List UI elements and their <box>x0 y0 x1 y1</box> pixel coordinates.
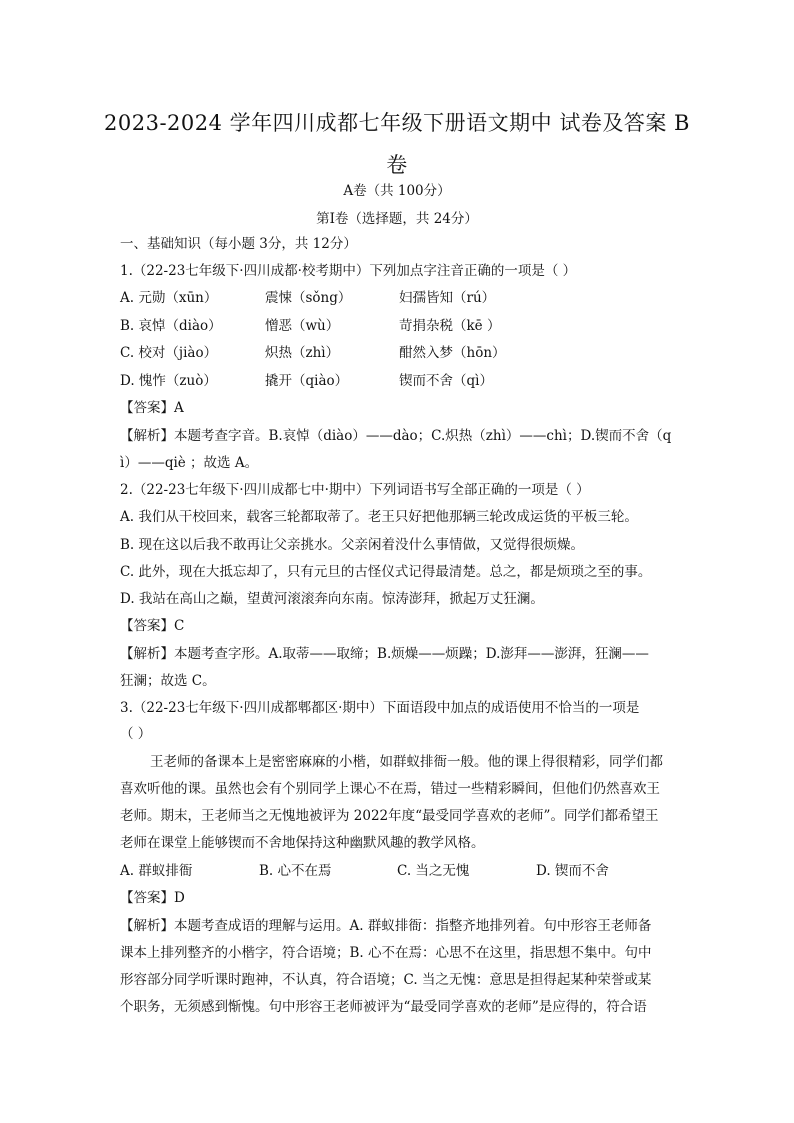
q1-option-a-word2: 震悚（sǒng） <box>265 290 352 306</box>
q3-answer: 【答案】D <box>120 890 185 906</box>
q3-analysis-line: 课本上排列整齐的小楷字，符合语境；B. 心不在焉：心思不在这里，指思想不集中。句中 <box>120 945 652 961</box>
q3-stem-continued: （ ） <box>120 726 152 742</box>
q3-passage-line: 老师。期末，王老师当之无愧地被评为 2022年度“最受同学喜欢的老师”。同学们都希望王 <box>120 808 659 824</box>
q2-stem: 2.（22-23七年级下·四川成都七中·期中）下列词语书写全部正确的一项是（ ） <box>120 482 590 498</box>
q3-passage-line: 喜欢听他的课。虽然也会有个别同学上课心不在焉，错过一些精彩瞬间，但他们仍然喜欢王 <box>120 781 660 797</box>
q3-passage-line: 老师在课堂上能够锲而不舍地保持这种幽默风趣的教学风格。 <box>120 835 485 851</box>
q3-option-a: A. 群蚁排衙 <box>120 863 193 879</box>
document-title: 2023-2024 学年四川成都七年级下册语文期中 试卷及答案 B <box>104 111 690 135</box>
q1-option-a-word3: 妇孺皆知（rú） <box>399 290 496 306</box>
q1-option-b-word3: 苛捐杂税（kē ） <box>399 318 501 334</box>
q3-analysis-line: 【解析】本题考查成语的理解与运用。A. 群蚁排衙：指整齐地排列着。句中形容王老师备 <box>120 918 652 934</box>
q1-option-c-word3: 酣然入梦（hōn） <box>399 345 506 361</box>
q3-option-d: D. 锲而不舍 <box>536 863 609 879</box>
q3-analysis-line: 形容部分同学听课时跑神，不认真，符合语境；C. 当之无愧：意思是担得起某种荣誉或某 <box>120 972 652 988</box>
q2-analysis: 【解析】本题考查字形。A.取蒂——取缔；B.烦燥——烦躁；D.澎拜——澎湃，狂澜—— <box>120 646 649 662</box>
q2-option-b: B. 现在这以后我不敢再让父亲挑水。父亲闲着没什么事情做，又觉得很烦燥。 <box>120 537 585 553</box>
section-a-heading: A卷（共 100分） <box>343 183 451 199</box>
q1-option-c-word2: 炽热（zhì） <box>265 345 340 361</box>
q1-analysis-continued: ì）——qiè ；故选 A。 <box>120 455 259 471</box>
q3-stem: 3.（22-23七年级下·四川成都郫都区·期中）下面语段中加点的成语使用不恰当的一项是 <box>120 700 640 716</box>
document-title-continued: 卷 <box>386 153 408 177</box>
q2-option-c: C. 此外，现在大抵忘却了，只有元旦的古怪仪式记得最清楚。总之，都是烦琐之至的事。 <box>120 564 652 580</box>
part1-heading: 一、基础知识（每小题 3分，共 12分） <box>120 236 357 252</box>
q2-option-d: D. 我站在高山之巅，望黄河滚滚奔向东南。惊涛澎拜，掀起万丈狂澜。 <box>120 591 544 607</box>
section-1-heading: 第Ⅰ卷（选择题，共 24分） <box>316 211 478 227</box>
q2-analysis-continued: 狂澜；故选 C。 <box>120 673 216 689</box>
q1-analysis: 【解析】本题考查字音。B.哀悼（diào）——dào；C.炽热（zhì）——chì；D.锲而不舍（q <box>120 428 672 444</box>
q1-stem: 1.（22-23七年级下·四川成都·校考期中）下列加点字注音正确的一项是（ ） <box>120 263 577 279</box>
q1-option-c: C. 校对（jiào） <box>120 345 218 361</box>
q1-option-a: A. 元勋（xūn） <box>120 290 218 306</box>
q2-option-a: A. 我们从干校回来，载客三轮都取蒂了。老王只好把他那辆三轮改成运货的平板三轮。 <box>120 509 638 525</box>
q1-option-d-word2: 撬开（qiào） <box>265 373 349 389</box>
q3-passage-line: 王老师的备课本上是密密麻麻的小楷，如群蚁排衙一般。他的课上得很精彩，同学们都 <box>150 754 663 770</box>
q3-analysis-line: 个职务，无须感到惭愧。句中形容王老师被评为“最受同学喜欢的老师”是应得的，符合语 <box>120 999 647 1015</box>
q1-option-d-word3: 锲而不舍（qì） <box>399 373 493 389</box>
q1-answer: 【答案】A <box>120 400 184 416</box>
q3-option-c: C. 当之无愧 <box>397 863 470 879</box>
q3-option-b: B. 心不在焉 <box>259 863 332 879</box>
q1-option-b: B. 哀悼（diào） <box>120 318 222 334</box>
q1-option-b-word2: 憎恶（wù） <box>265 318 340 334</box>
q2-answer: 【答案】C <box>120 618 185 634</box>
q1-option-d: D. 愧怍（zuò） <box>120 373 217 389</box>
